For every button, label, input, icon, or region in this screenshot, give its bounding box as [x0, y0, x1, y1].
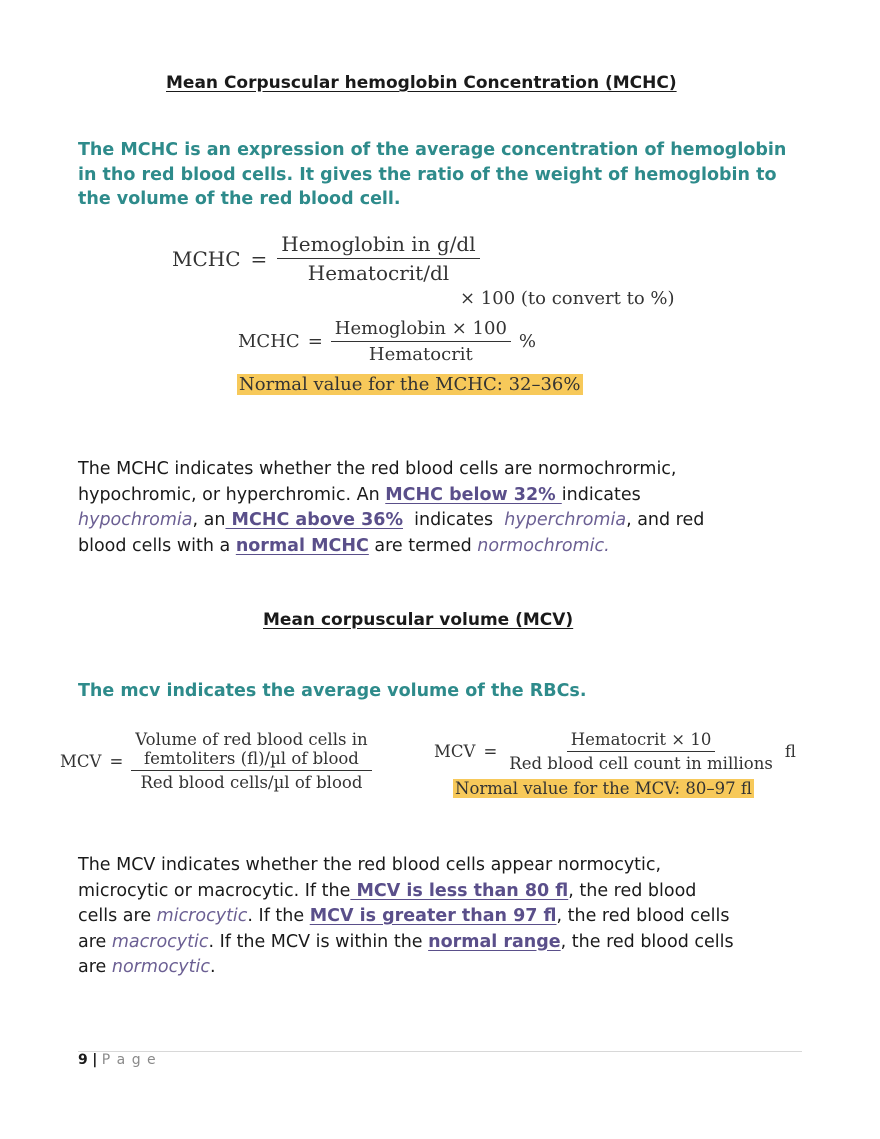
text: The MCV indicates whether the red blood cells appear normocytic, [78, 855, 662, 875]
text: , an [192, 510, 226, 530]
mcv-fraction-left [131, 730, 371, 792]
mchc-denominator-1: Hematocrit/dl [307, 261, 450, 285]
mcv-para-line-1 [78, 853, 818, 879]
mcv-less-than-80-link[interactable]: MCV is less than 80 fl [350, 880, 569, 901]
mchc-percent: % [518, 331, 537, 352]
mchc-formula-lhs-2: MCHC [238, 331, 300, 352]
text: indicates [561, 484, 641, 505]
text: indicates [403, 510, 505, 530]
mchc-heading: Mean Corpuscular hemoglobin Concentration (MCHC) [166, 73, 677, 93]
mcv-right-numerator: Hematocrit × 10 [567, 730, 716, 752]
mchc-paragraph [78, 457, 818, 559]
mchc-para-line-1 [78, 457, 818, 483]
mcv-left-num-line-2: femtoliters (fl)/µl of blood [144, 749, 359, 768]
normochromic-term: normochromic. [477, 535, 610, 556]
text: , the red blood cells [560, 931, 734, 952]
text: . If the MCV is within the [208, 931, 429, 952]
text: . [209, 957, 216, 977]
mcv-normal-value: Normal value for the MCV: 80–97 fl [455, 779, 752, 798]
mchc-formula-eq-2: = [307, 331, 323, 352]
mcv-paragraph [78, 853, 818, 981]
mchc-formula-1 [172, 232, 480, 285]
mcv-formula-right [434, 730, 796, 773]
mchc-para-line-3 [78, 508, 818, 534]
text: , the red blood cells [556, 906, 730, 926]
mchc-fraction-1 [277, 232, 479, 285]
text: microcytic or macrocytic. If the [78, 880, 351, 901]
mcv-greater-than-97-link[interactable]: MCV is greater than 97 fl [309, 906, 557, 926]
mchc-formula-figure [172, 232, 732, 402]
mcv-para-line-4 [78, 930, 818, 956]
mchc-fraction-2 [331, 318, 511, 365]
text: cells are [78, 906, 157, 926]
mchc-intro-line-1: The MCHC is an expression of the average concentration of hemoglobin [78, 140, 787, 160]
mchc-denominator-2: Hematocrit [368, 344, 473, 365]
mchc-intro-line-3: the volume of the red blood cell. [78, 189, 401, 209]
mchc-intro-line-2: in tho red blood cells. It gives the ratio of the weight of hemoglobin to [78, 164, 777, 185]
mchc-numerator-2: Hemoglobin × 100 [331, 318, 511, 342]
mchc-para-line-2 [78, 483, 818, 509]
mcv-formula-lhs: MCV [60, 751, 102, 771]
mcv-heading: Mean corpuscular volume (MCV) [263, 610, 574, 630]
text: The MCHC indicates whether the red blood cells are normochrormic, [78, 459, 677, 479]
mchc-formula-2 [238, 318, 536, 365]
normal-range-link[interactable]: normal range [428, 931, 561, 952]
text: blood cells with a [78, 535, 236, 556]
footer-divider [78, 1051, 802, 1052]
hyperchromia-term: hyperchromia [504, 510, 627, 530]
text: , the red blood [568, 880, 697, 901]
mchc-numerator-1: Hemoglobin in g/dl [277, 232, 479, 259]
microcytic-term: microcytic [156, 906, 248, 926]
page-label: P a g e [101, 1052, 157, 1068]
mchc-formula-eq: = [250, 246, 268, 271]
footer-separator: | [92, 1052, 98, 1068]
mcv-formula-figure [60, 730, 830, 820]
mcv-formula-eq-2: = [483, 742, 498, 761]
mcv-left-denominator: Red blood cells/µl of blood [140, 773, 363, 792]
mchc-para-line-4 [78, 534, 818, 560]
page-footer [78, 1052, 157, 1068]
mchc-intro [78, 138, 818, 212]
text: , and red [626, 510, 705, 530]
normocytic-term: normocytic [111, 957, 210, 977]
text: are [78, 957, 112, 977]
mchc-formula-lhs: MCHC [172, 246, 241, 271]
mcv-intro: The mcv indicates the average volume of the RBCs. [78, 681, 587, 701]
mchc-multiplier: × 100 (to convert to %) [460, 288, 675, 309]
mchc-above-36-link[interactable]: MCHC above 36% [225, 510, 404, 530]
mcv-formula-left [60, 730, 372, 792]
mchc-normal-value: Normal value for the MCHC: 32–36% [239, 374, 581, 395]
text: are [78, 931, 112, 952]
mcv-formula-lhs-2: MCV [434, 742, 476, 761]
mcv-right-denominator: Red blood cell count in millions [509, 754, 773, 773]
mcv-left-num-line-1: Volume of red blood cells in [135, 730, 368, 749]
mcv-fraction-right [505, 730, 777, 773]
mcv-para-line-2 [78, 879, 818, 905]
text: are termed [368, 535, 478, 556]
mchc-below-32-link[interactable]: MCHC below 32% [385, 484, 562, 505]
mcv-formula-eq: = [109, 751, 124, 771]
page-number: 9 [78, 1052, 88, 1068]
normal-mchc-link[interactable]: normal MCHC [235, 535, 369, 556]
text: . If the [247, 906, 310, 926]
mcv-left-numerator [131, 730, 371, 771]
mcv-unit: fl [784, 742, 796, 761]
text: hypochromic, or hyperchromic. An [78, 484, 386, 505]
macrocytic-term: macrocytic [111, 931, 209, 952]
mcv-para-line-3 [78, 904, 818, 930]
mcv-para-line-5 [78, 955, 818, 981]
hypochromia-term: hypochromia [78, 510, 193, 530]
